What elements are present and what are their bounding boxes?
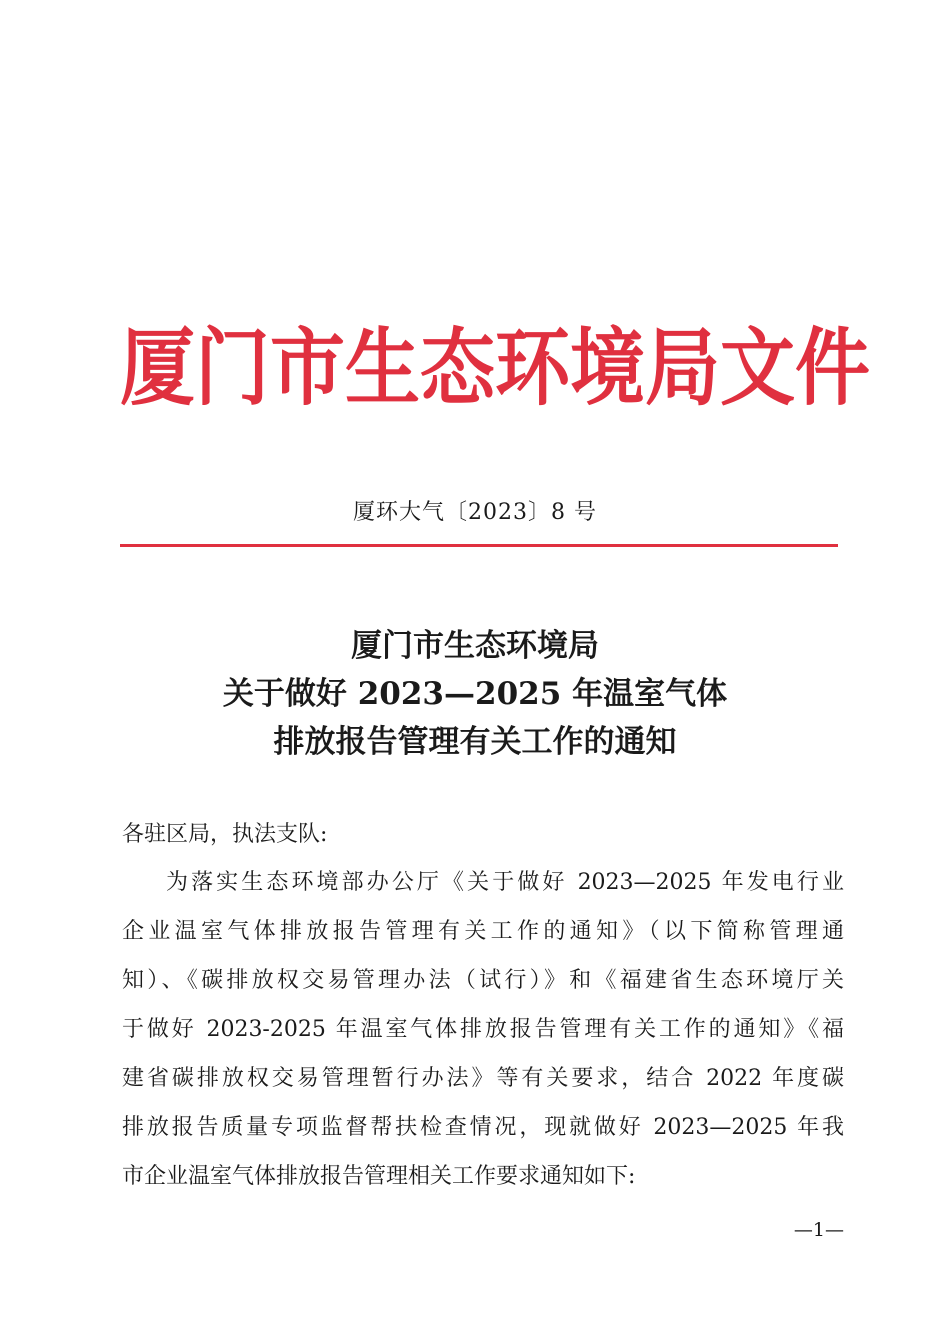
body-line-5: 建省碳排放权交易管理暂行办法》等有关要求，结合 2022 年度碳 [122,1066,844,1091]
document-number: 厦环大气〔2023〕8 号 [353,500,597,525]
notice-title [0,622,950,766]
red-divider-line [120,544,838,547]
notice-title-line-1: 厦门市生态环境局 [351,628,599,664]
body-line-4: 于做好 2023-2025 年温室气体排放报告管理有关工作的通知》《福 [122,1017,844,1042]
body-line-6: 排放报告质量专项监督帮扶检查情况，现就做好 2023—2025 年我 [122,1115,844,1140]
body-paragraph [122,858,844,1201]
masthead-title: 厦门市生态环境局文件 [120,318,871,418]
notice-title-line-2: 关于做好 2023—2025 年温室气体 [222,676,728,712]
body-line-1: 为落实生态环境部办公厅《关于做好 2023—2025 年发电行业 [166,870,844,895]
notice-title-line-3: 排放报告管理有关工作的通知 [273,724,677,760]
salutation: 各驻区局，执法支队: [122,822,328,847]
page-number: —1— [793,1219,844,1241]
body-line-3: 知）、《碳排放权交易管理办法（试行）》和《福建省生态环境厅关 [122,968,844,993]
body-line-2: 企业温室气体排放报告管理有关工作的通知》（以下简称管理通 [122,919,844,944]
body-line-7: 市企业温室气体排放报告管理相关工作要求通知如下: [122,1164,636,1189]
